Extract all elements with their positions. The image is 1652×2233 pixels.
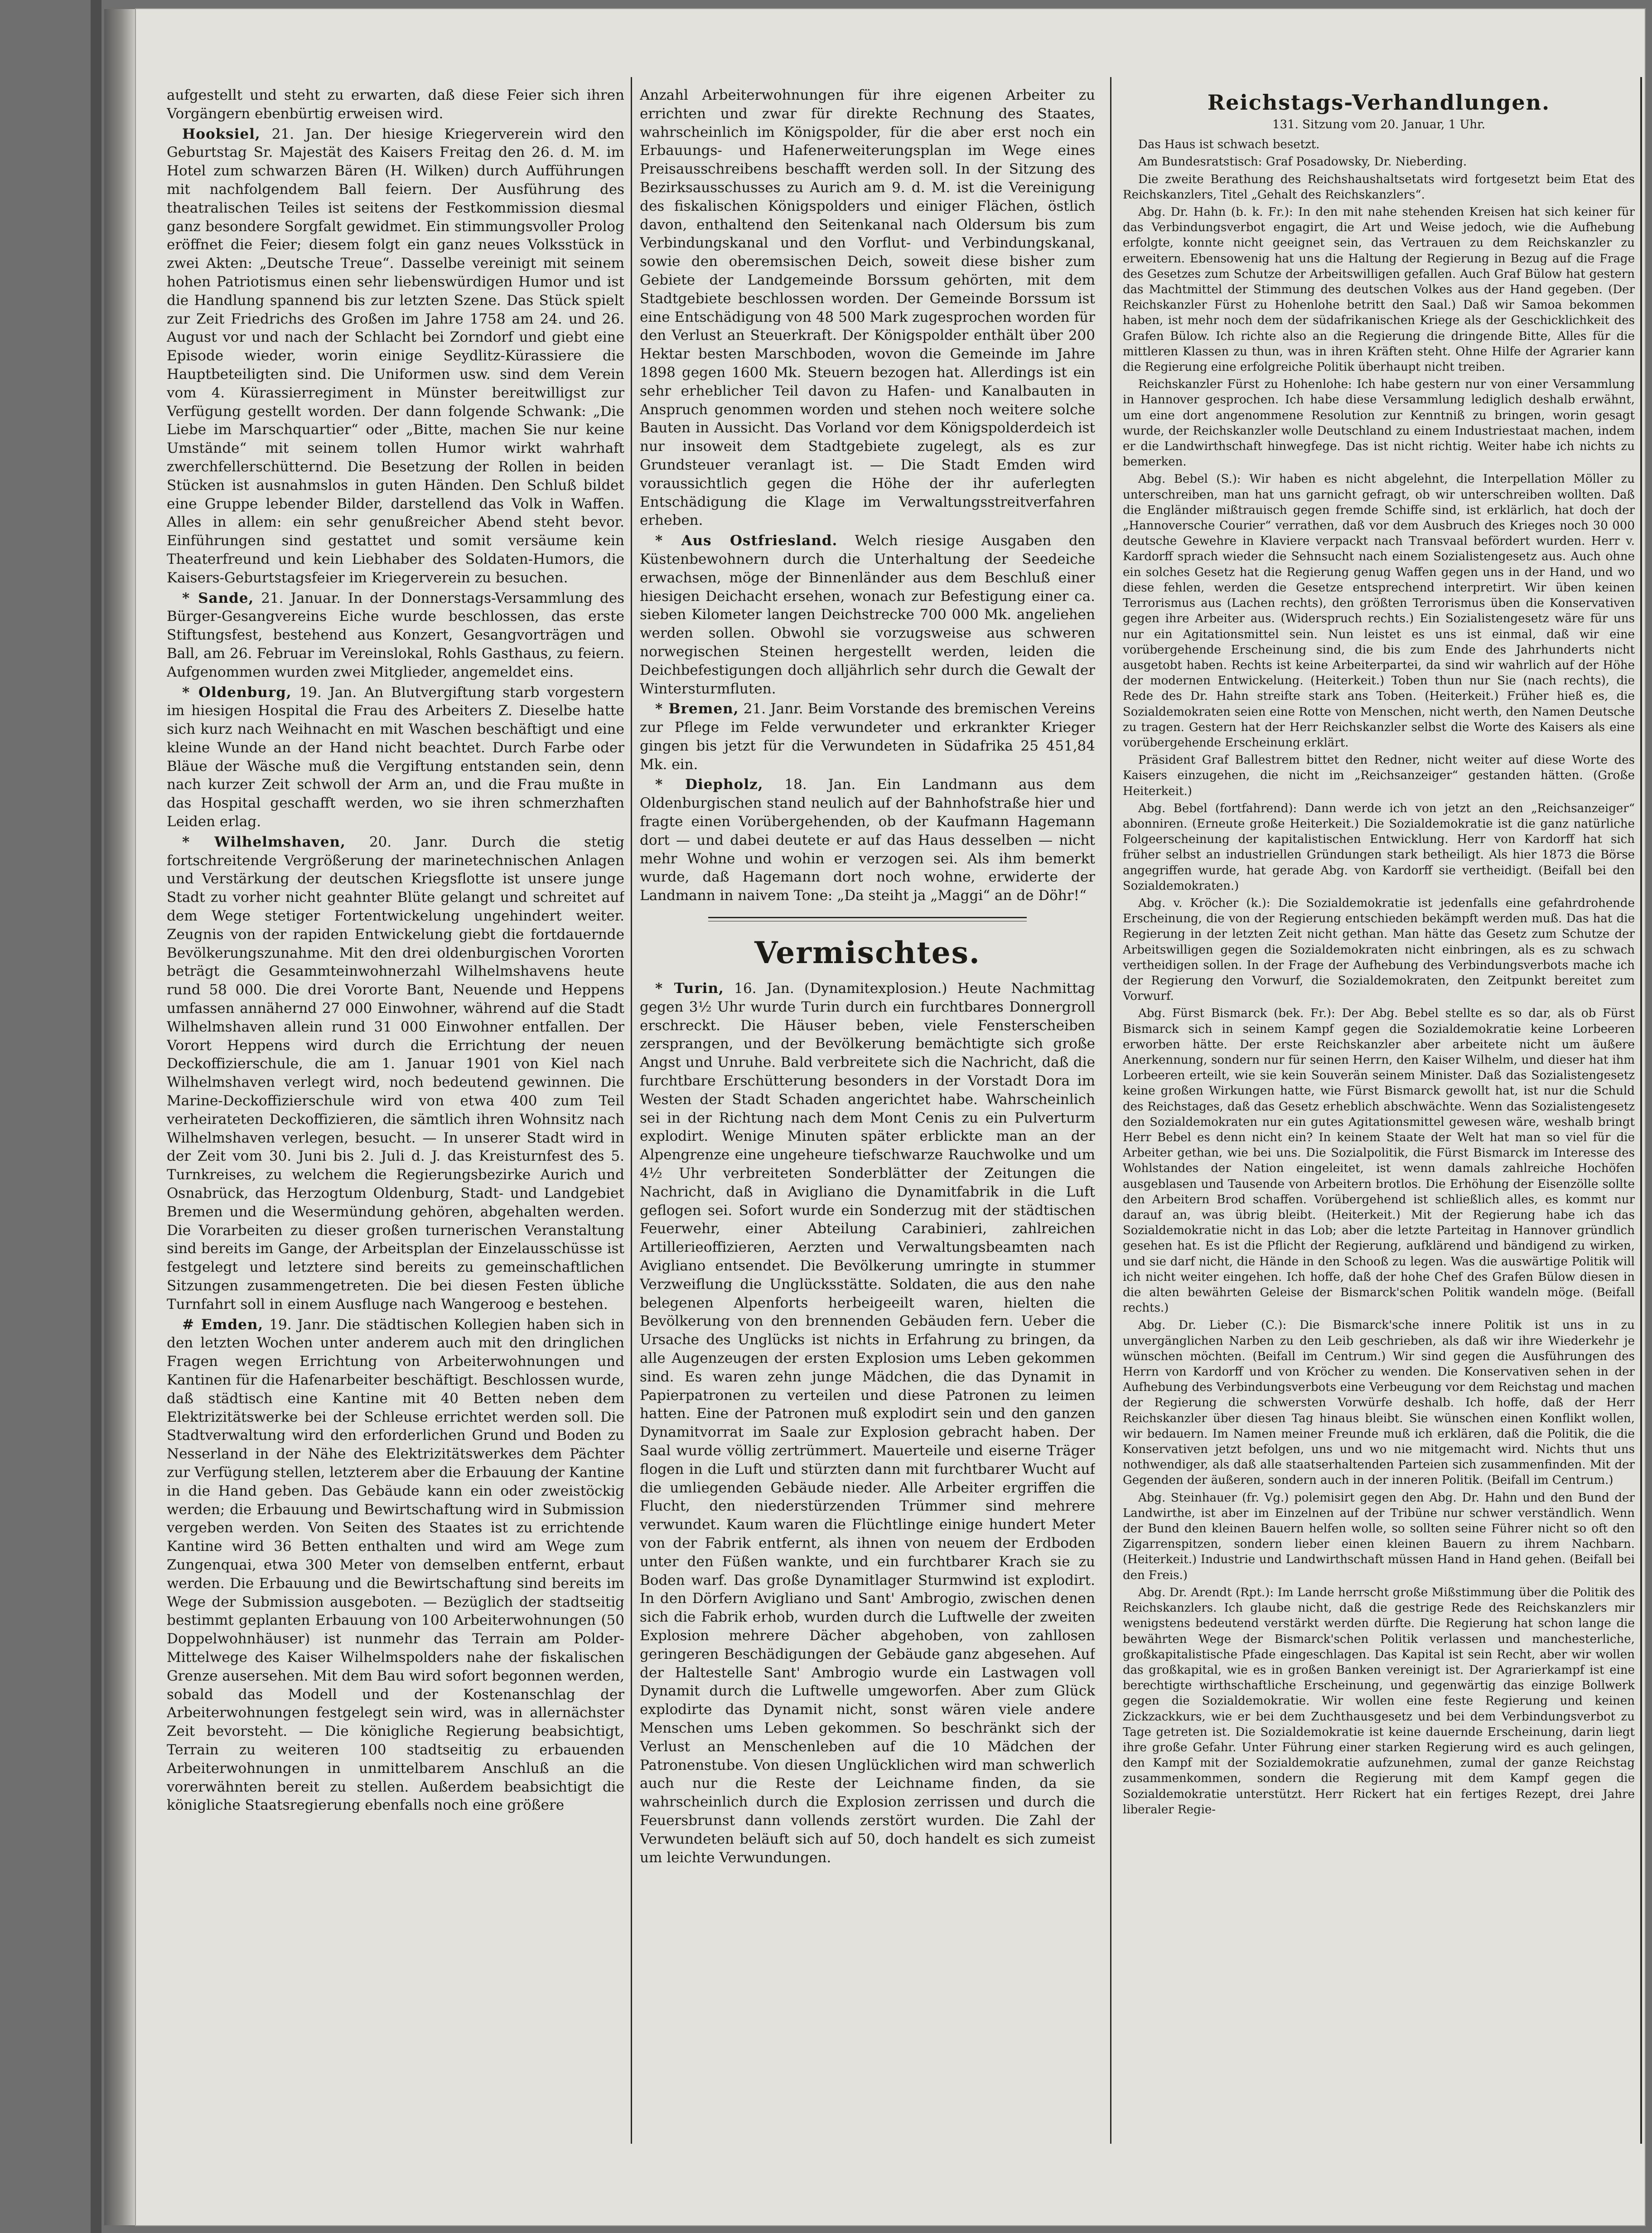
dateline: * Oldenburg, [182, 684, 292, 701]
article-body: Welch riesige Ausgaben den Küstenbewohnern durch die Unterhaltung der Seedeiche erwachsen, möge der Binnenländer aus dem Beschluß einer hiesigen Deichacht ersehen, wonach zur Befestigung einer ca. sieben Kilometer langen Deichstrecke 700 000 Mk. angeliehen werden sollen. Obwohl sie vorzugsweise aus schweren norwegischen Steinen hergestellt werden, leiden die Deichbefestigungen doch alljährlich sehr durch die Gewalt der Wintersturmfluten. [640, 533, 1095, 697]
column-rule-1 [631, 77, 632, 2144]
article-ostfriesland [640, 532, 1095, 698]
article-body: 21. Jan. Der hiesige Kriegerverein wird den Geburtstag Sr. Majestät des Kaisers Freitag den 26. d. M. im Hotel zum schwarzen Bären (H. Wilken) durch Aufführungen mit nachfolgendem Ball feiern. Der Ausführung des theatralischen Teiles ist seitens der Festkommission diesmal ganz besondere Sorgfalt gewidmet. Ein stimmungsvoller Prolog eröffnet die Feier; diesem folgt ein ganz neues Volksstück in zwei Akten: „Deutsche Treue“. Dasselbe vereinigt mit seinem hohen Patriotismus einen sehr liebenswürdigen Humor und ist die Handlung spannend bis zur letzten Szene. Das Stück spielt zur Zeit Friedrichs des Großen im Jahre 1758 am 24. und 26. August vor und nach der Schlacht bei Zorndorf und giebt eine Episode wieder, worin einige Seydlitz-Kürassiere die Hauptbeteiligten sind. Die Uniformen usw. sind dem Verein vom 4. Kürassierregiment in Münster bereitwilligst zur Verfügung gestellt worden. Der dann folgende Schwank: „Die Liebe im Marschquartier“ oder „Bitte, machen Sie nur keine Umstände“ mit seinem tollen Humor wirkt wahrhaft zwerchfellerschütternd. Die Besetzung der Rollen in beiden Stücken ist ausnahmslos in guten Händen. Den Schluß bildet eine Gruppe lebender Bilder, darstellend das Volk in Waffen. Alles in allem: ein sehr genußreicher Abend steht bevor. Einführungen sind gestattet und somit versäume kein Theaterfreund und kein Liebhaber des Soldaten-Humors, die Kaisers-Geburtstagsfeier im Kriegerverein zu besuchen. [167, 126, 624, 586]
dateline: * Wilhelmshaven, [182, 833, 346, 850]
article-sande [167, 589, 624, 682]
article-body: 21. Janr. Beim Vorstande des bremischen Vereins zur Pflege im Felde verwundeter und erkrankter Krieger gingen bis jetzt für die Verwundeten in Südafrika 25 451,84 Mk. ein. [640, 701, 1095, 773]
debate-paragraph: Am Bundesratstisch: Graf Posadowsky, Dr. Nieberding. [1138, 155, 1467, 169]
section-title-vermischtes: Vermischtes. [754, 935, 981, 971]
article-body: 19. Jan. An Blutvergiftung starb vorgestern im hiesigen Hospital die Frau des Arbeiters Z. Dieselbe hatte sich kurz nach Weihnacht en mit Waschen beschäftigt und eine kleine Wunde an der Hand nicht beachtet. Durch Farbe oder Bläue der Wäsche muß die Vergiftung entstanden sein, denn nach kurzer Zeit schwoll der Arm an, und die Frau mußte in das Hospital geschafft werden, wo sie ihren schmerzhaften Leiden erlag. [167, 684, 624, 830]
article-body: 18. Jan. Ein Landmann aus dem Oldenburgischen stand neulich auf der Bahnhofstraße hier und fragte einen Vorübergehenden, ob der Kaufmann Hagemann dort — und dabei deutete er auf das Haus desselben — nicht mehr Wohne und wohin er verzogen sei. Als ihm bemerkt wurde, daß Hagemann dort noch wohne, erwiderte der Landmann in naivem Tone: „Da steiht ja „Maggi“ an de Döhr!“ [640, 776, 1095, 904]
article-bremen [640, 700, 1095, 774]
article-wilhelmshaven [167, 833, 624, 1314]
dateline: Hooksiel, [182, 126, 261, 142]
debate-paragraph: Präsident Graf Ballestrem bittet den Redner, nicht weiter auf diese Worte des Kaisers einzugehen, die nicht im „Reichsanzeiger“ gestanden hätten. (Große Heiterkeit.) [1123, 753, 1635, 798]
debate-paragraph: Abg. Dr. Lieber (C.): Die Bismarck'sche innere Politik ist uns in zu unvergänglichen Narben zu den Leib geschrieben, als daß wir ihre Wiederkehr je wünschen möchten. (Beifall im Centrum.) Wir sind gegen die Ausführungen des Herrn von Kardorff und von Kröcher zu wenden. Die Konservativen sehen in der Aufhebung des Verbindungsverbots eine Verbeugung vor dem Reichstag und machen der Regierung die schwersten Vorwürfe deshalb. Ich hoffe, daß der Herr Reichskanzler über diesen Tag hinaus bleibt. Sie wünschen einen Konflikt wollen, wir bedauern. Im Namen meiner Freunde muß ich erklären, daß die Politik, die die Konservativen jetzt befolgen, uns und wo nie mitgemacht wird. Nichts thut uns nothwendiger, als daß alle staatserhaltenden Parteien sich zusammenfinden. Mit der Gegenden der äußeren, sondern auch in der inneren Politik. (Beifall im Centrum.) [1123, 1318, 1635, 1487]
article-body: 20. Janr. Durch die stetig fortschreitende Vergrößerung der marinetechnischen Anlagen und Verstärkung der deutschen Kriegsflotte ist unsere junge Stadt zu vorher nicht geahnter Blüte gelangt und schreitet auf dem Wege stetiger Fortentwickelung ungehindert weiter. Zeugnis von der rapiden Entwickelung giebt die fortdauernde Bevölkerungszunahme. Mit den drei oldenburgischen Vororten beträgt die Gesammteinwohnerzahl Wilhelmshavens heute rund 58 000. Die drei Vororte Bant, Neuende und Heppens umfassen annähernd 27 000 Einwohner, während auf die Stadt Wilhelmshaven allein rund 31 000 Einwohner entfallen. Der Vorort Heppens wird durch die Errichtung der neuen Deckoffizierschule, die am 1. Januar 1901 von Kiel nach Wilhelmshaven verlegt wird, noch bedeutend gewinnen. Die Marine-Deckoffizierschule wird von etwa 400 zum Teil verheirateten Deckoffizieren, die sämtlich ihren Wohnsitz nach Wilhelmshaven verlegen, besucht. — In unserer Stadt wird in der Zeit vom 30. Juni bis 2. Juli d. J. das Kreisturnfest des 5. Turnkreises, zu welchem die Regierungsbezirke Aurich und Osnabrück, das Herzogtum Oldenburg, Stadt- und Landgebiet Bremen und die Wesermündung gehören, abgehalten werden. Die Vorarbeiten zu dieser großen turnerischen Veranstaltung sind bereits im Gange, der Arbeitsplan der Einzelausschüsse ist festgelegt und letztere sind bereits zu gemeinschaftlichen Sitzungen zusammengetreten. Die bei diesen Festen übliche Turnfahrt soll in einem Ausfluge nach Wangeroog e bestehen. [167, 833, 624, 1313]
debate-paragraph: Abg. Steinhauer (fr. Vg.) polemisirt gegen den Abg. Dr. Hahn und den Bund der Landwirthe, ist aber im Einzelnen auf der Tribüne nur schwer verständlich. Wenn der Bund den kleinen Bauern helfen wolle, so sollten seine Führer nicht so oft den Zigarrenspitzen, sondern lieber einen kleinen Bauern zu ihrem Nachbarn. (Heiterkeit.) Industrie und Landwirthschaft müssen Hand in Hand gehen. (Beifall bei den Freis.) [1123, 1491, 1635, 1582]
debate-paragraph: Reichskanzler Fürst zu Hohenlohe: Ich habe gestern nur von einer Versammlung in Hannover gesprochen. Ich habe diese Versammlung lediglich deshalb erwähnt, um eine dort angenommene Resolution zur Kenntniß zu bringen, worin gesagt wurde, der Reichskanzler wolle Deutschland zu einem Industriestaat machen, indem er die Landwirthschaft hinwegfege. Das ist nicht richtig. Weiter habe ich nichts zu bemerken. [1123, 378, 1635, 469]
debate-paragraph: Abg. Bebel (S.): Wir haben es nicht abgelehnt, die Interpellation Möller zu unterschreiben, man hat uns garnicht gefragt, ob wir unterschreiben wollten. Daß die Engländer mißtrauisch gegen fremde Schiffe sind, ist erklärlich, hat doch der „Hannoversche Courier“ verrathen, daß vor dem Ausbruch des Krieges noch 30 000 deutsche Gewehre in Klaviere verpackt nach Transvaal befördert wurden. Herr v. Kardorff sprach wieder die Sehnsucht nach einem Sozialistengesetz aus. Auch ohne ein solches Gesetz hat die Regierung genug Waffen gegen uns in der Hand, und wo diese fehlen, werden die Gesetze entsprechend interpretirt. Wir üben keinen Terrorismus aus (Lachen rechts), den größten Terrorismus üben die Konservativen gegen ihre Arbeiter aus. (Widerspruch rechts.) Ein Sozialistengesetz wäre für uns nur ein Agitationsmittel sein. Nun leistet es uns ist einmal, daß wir eine vorübergehende Erscheinung sind, die bis zum Ende des Jahrhunderts nicht ausgetobt haben. Rechts ist keine Arbeiterpartei, da sind wir wahrlich auf der Höhe der modernen Entwickelung. (Heiterkeit.) Toben thun nur Sie (nach rechts), die Rede des Dr. Hahn streifte stark ans Toben. (Heiterkeit.) Früher hieß es, die Sozialdemokraten seien eine Rotte von Menschen, nicht werth, den Namen Deutsche zu tragen. Gestern hat der Herr Reichskanzler selbst die Worte des Kaisers als eine vorübergehende Erscheinung erklärt. [1123, 472, 1635, 750]
page-edge-rule [1640, 77, 1642, 2144]
article-oldenburg [167, 683, 624, 831]
article-paragraph: Anzahl Arbeiterwohnungen für ihre eigenen Arbeiter zu errichten und zwar für direkte Rechnung des Staates, wahrscheinlich im Königspolder, für die aber erst noch ein Erbauungs- und Hafenerweiterungsplan im Wege eines Preisausschreibens beschafft werden soll. In der Sitzung des Bezirksausschusses zu Aurich am 9. d. M. ist die Vereinigung des fiskalischen Königspolders und einiger Flächen, östlich davon, enthaltend den Seitenkanal nach Oldersum bis zum Verbindungskanal und den Vorflut- und Verbindungskanal, sowie den oberemsischen Deich, soweit diese bisher zum Gebiete der Landgemeinde Borssum gehörten, mit dem Stadtgebiete beschlossen worden. Der Gemeinde Borssum ist eine Entschädigung von 48 500 Mark zugesprochen worden für den Verlust an Steuerkraft. Der Königspolder enthält über 200 Hektar besten Marschboden, wovon die Gemeinde im Jahre 1898 gegen 1600 Mk. Steuern bezogen hat. Allerdings ist ein sehr erheblicher Teil davon zu Hafen- und Kanalbauten in Anspruch genommen worden und stehen noch weitere solche Bauten in Aussicht. Das Vorland vor dem Königspolderdeich ist nur insoweit dem Stadtgebiete zugelegt, als es zur Grundsteuer veranlagt ist. — Die Stadt Emden wird voraussichtlich gegen die Höhe der ihr auferlegten Entschädigung die Klage im Verwaltungsstreitverfahren erheben. [640, 87, 1095, 529]
debate-paragraph: Das Haus ist schwach besetzt. [1138, 138, 1320, 152]
dateline: * Bremen, [655, 701, 739, 717]
article-hooksiel [167, 125, 624, 587]
section-title-reichstag: Reichstags-Verhandlungen. [1207, 90, 1551, 115]
dateline: # Emden, [182, 1316, 264, 1333]
column-2 [640, 86, 1095, 2171]
debate-paragraph: Abg. Fürst Bismarck (bek. Fr.): Der Abg. Bebel stellte es so dar, als ob Fürst Bismarck sich in seinem Kampf gegen die Sozialdemokratie keine Lorbeeren erworben hätte. Der erste Reichskanzler aber arbeitete nicht um äußere Anerkennung, sondern nur für seinen Herrn, den Kaiser Wilhelm, und dieser hat ihm Lorbeeren erteilt, wie sie kein Souverän seinem Minister. Daß das Sozialistengesetz keine großen Wirkungen hatte, wie Fürst Bismarck gewollt hat, ist nur die Schuld des Reichstages, daß das Gesetz erheblich abschwächte. Wenn das Sozialistengesetz den Sozialdemokraten nur ein gutes Agitationsmittel gewesen wäre, weshalb bringt Herr Bebel es denn nicht ein? In keinem Staate der Welt hat man so viel für die Arbeiter gethan, wie bei uns. Die Sozialpolitik, die Fürst Bismarck im Interesse des Wohlstandes der Nation eingeleitet, ist wenn damals zahlreiche Hochöfen ausgeblasen und Tausende von Arbeitern brotlos. Die Erhöhung der Eisenzölle sollte den Arbeitern Brod schaffen. Vorübergehend ist schließlich alles, es kommt nur darauf an, was übrig bleibt. (Heiterkeit.) Mit der Regierung habe ich das Sozialdemokratie nicht in das Lob; aber die letzte Parteitag in Hannover gründlich gesehen hat. Es ist die Pflicht der Regierung, aufklärend und bändigend zu wirken, und sie darf nicht, die Hände in den Schooß zu legen. Was die auswärtige Politik will ich nicht weiter eingehen. Ich hoffe, daß der hohe Chef des Grafen Bülow diesen in die alten bewährten Geleise der Bismarck'schen Politik wandeln möge. (Beifall rechts.) [1123, 1007, 1635, 1315]
dateline: * Sande, [182, 590, 254, 606]
column-1 [167, 86, 624, 2171]
dateline: * Diepholz, [655, 776, 763, 793]
column-3 [1123, 86, 1635, 2171]
article-turin [640, 979, 1095, 1867]
article-body: 21. Januar. In der Donnerstags-Versammlung des Bürger-Gesangvereins Eiche wurde beschlossen, das erste Stiftungsfest, bestehend aus Konzert, Gesangvorträgen und Ball, am 26. Februar im Vereinslokal, Rohls Gasthaus, zu feiern. Aufgenommen wurden zwei Mitglieder, angemeldet eins. [167, 590, 624, 680]
article-emden [167, 1316, 624, 1815]
debate-paragraph: Abg. Bebel (fortfahrend): Dann werde ich von jetzt an den „Reichsanzeiger“ abonniren. (Erneute große Heiterkeit.) Die Sozialdemokratie ist die ganz natürliche Folgeerscheinung der kapitalistischen Entwicklung. Herr von Kardorff hat sich früher selbst an industriellen Gründungen stark betheiligt. Als hier 1873 die Börse angegriffen wurde, hat gerade Abg. von Kardorff sie vertheidigt. (Beifall bei den Sozialdemokraten.) [1123, 801, 1635, 893]
page-gutter-shadow [104, 9, 136, 2225]
debate-paragraph: Abg. v. Kröcher (k.): Die Sozialdemokratie ist jedenfalls eine gefahrdrohende Erscheinung, die von der Regierung entschieden bekämpft werden muß. Das hat die Regierung in der letzten Zeit nicht gethan. Man hätte das Gesetz zum Schutze der Arbeitswilligen gegen die Sozialdemokraten nicht einbringen, als es zu schwach vertheidigen sollen. In der Frage der Aufhebung des Verbindungsverbots mache ich der Regierung den Vorwurf, die Sozialdemokraten, den Zeitpunkt bereitet zum Vorwurf. [1123, 896, 1635, 1003]
article-body: 19. Janr. Die städtischen Kollegien haben sich in den letzten Wochen unter anderem auch mit den dringlichen Fragen wegen Errichtung von Arbeiterwohnungen und Kantinen für die Hafenarbeiter beschäftigt. Beschlossen wurde, daß städtisch eine Kantine mit 40 Betten neben dem Elektrizitätswerke bei der Schleuse errichtet werden soll. Die Stadtverwaltung wird den erforderlichen Grund und Boden zu Nesserland in der Nähe des Elektrizitätswerkes dem Pächter zur Verfügung stellen, letzterem aber die Erbauung der Kantine in die Hand geben. Das Gebäude kann ein oder zweistöckig werden; die Erbauung und Bewirtschaftung wird in Submission vergeben werden. Von Seiten des Staates ist zu errichtende Kantine wird 36 Betten enthalten und wird am Wege zum Zungenquai, etwa 300 Meter von demselben entfernt, erbaut werden. Die Erbauung und die Bewirtschaftung sind bereits im Wege der Submission ausgeboten. — Bezüglich der stadtseitig bestimmt geplanten Erbauung von 100 Arbeiterwohnungen (50 Doppelwohnhäuser) ist nunmehr das Terrain am Polder-Mittelwege des Kaiser Wilhelmspolders nahe der fiskalischen Grenze ausersehen. Mit dem Bau wird sofort begonnen werden, sobald das Modell und der Kostenanschlag der Arbeiterwohnungen festgelegt sein wird, was in allernächster Zeit bevorsteht. — Die königliche Regierung beabsichtigt, Terrain zu weiteren 100 stadtseitig zu erbauenden Arbeiterwohnungen in unmittelbarem Anschluß an die vorerwähnten bereit zu stellen. Außerdem beabsichtigt die königliche Staatsregierung ebenfalls noch eine größere [167, 1316, 624, 1814]
section-divider [708, 917, 1027, 921]
session-subtitle: 131. Sitzung vom 20. Januar, 1 Uhr. [1272, 118, 1486, 131]
debate-paragraph: Abg. Dr. Hahn (b. k. Fr.): In den mit nahe stehenden Kreisen hat sich keiner für das Verbindungsverbot engagirt, die Art und Weise jedoch, wie die Aufhebung erfolgte, konnte nicht geeignet sein, das Vertrauen zu dem Reichskanzler zu erweitern. Ebensowenig hat uns die Haltung der Regierung in Bezug auf die Frage des Gesetzes zum Schutze der Arbeitswilligen gefallen. Auch Graf Bülow hat gestern das Machtmittel der Stimmung des deutschen Volkes aus der Hand gegeben. (Der Reichskanzler Fürst zu Hohenlohe betritt den Saal.) Daß wir Samoa bekommen haben, ist mehr noch dem der südafrikanischen Kriege als der Geschicklichkeit des Grafen Bülow. Ich richte also an die Regierung die dringende Bitte, Alles für die mittleren Klassen zu thun, was in ihren Kräften steht. Ohne Hilfe der Agrarier kann die Regierung eine erfolgreiche Politik überhaupt nicht treiben. [1123, 205, 1635, 374]
dateline: * Turin, [655, 980, 724, 997]
article-diepholz [640, 775, 1095, 905]
debate-paragraph: Die zweite Berathung des Reichshaushaltsetats wird fortgesetzt beim Etat des Reichskanzlers, Titel „Gehalt des Reichskanzlers“. [1123, 172, 1635, 202]
article-paragraph: aufgestellt und steht zu erwarten, daß diese Feier sich ihren Vorgängern ebenbürtig erweisen wird. [167, 87, 624, 122]
column-rule-2 [1110, 77, 1111, 2144]
article-body: 16. Jan. (Dynamitexplosion.) Heute Nachmittag gegen 3½ Uhr wurde Turin durch ein furchtbares Donnergroll erschreckt. Die Häuser beben, viele Fensterscheiben zersprangen, und der Bevölkerung bemächtigte sich große Angst und Unruhe. Bald verbreitete sich die Nachricht, daß die furchtbare Erschütterung besonders in der Vorstadt Dora im Westen der Stadt Schaden angerichtet habe. Wahrscheinlich sei in der Richtung nach dem Mont Cenis zu ein Pulverturm explodirt. Wenige Minuten später erblickte man an der Alpengrenze eine ungeheure tiefschwarze Rauchwolke und um 4½ Uhr verbreiteten Sonderblätter der Zeitungen die Nachricht, daß in Avigliano die Dynamitfabrik in die Luft geflogen sei. Sofort wurde ein Sonderzug mit der städtischen Feuerwehr, einer Abteilung Carabinieri, zahlreichen Artillerieoffizieren, Aerzten und Verwaltungsbeamten nach Avigliano entsendet. Die Bevölkerung umringte in stummer Verzweiflung die Unglücksstätte. Soldaten, die aus den nahe belegenen Alpenforts herbeigeeilt waren, hielten die Bevölkerung von den brennenden Gebäuden fern. Ueber die Ursache des Unglücks ist nichts in Erfahrung zu bringen, da alle Augenzeugen der ersten Explosion ums Leben gekommen sind. Es waren zehn junge Mädchen, die das Dynamit in Papierpatronen zu verteilen und diese Patronen zu leimen hatten. Eine der Patronen muß explodirt sein und den ganzen Dynamitvorrat im Saale zur Explosion gebracht haben. Der Saal wurde völlig zertrümmert. Mauerteile und eiserne Träger flogen in die Luft und stürzten dann mit furchtbarer Wucht auf die umliegenden Gebäude nieder. Alle Arbeiter ergriffen die Flucht, den niederstürzenden Trümmer sind mehrere verwundet. Kaum waren die Flüchtlinge einige hundert Meter von der Fabrik entfernt, als ihnen von neuem der Erdboden unter den Füßen wankte, und ein furchtbarer Krach sie zu Boden warf. Das große Dynamitlager Sturmwind ist explodirt. In den Dörfern Avigliano und Sant' Ambrogio, zwischen denen sich die Fabrik erhob, wurden durch die Luftwelle der zweiten Explosion mehrere Dächer abgehoben, von zahllosen geringeren Beschädigungen der Gebäude ganz abgesehen. Auf der Haltestelle Sant' Ambrogio wurde ein Lastwagen voll Dynamit durch die Luftwelle umgeworfen. Aber zum Glück explodirte das Dynamit nicht, sonst wären viele andere Menschen ums Leben gekommen. So beschränkt sich der Verlust an Menschenleben auf die 10 Mädchen der Patronenstube. Von diesen Unglücklichen wird man schwerlich auch nur die Reste der Leichname finden, da sie wahrscheinlich durch die Explosion zerrissen und durch die Feuersbrunst dann vollends zerstört wurden. Die Zahl der Verwundeten beläuft sich auf 50, doch handelt es sich zumeist um leichte Verwundungen. [640, 980, 1095, 1866]
book-spine [91, 0, 101, 2233]
dateline: * Aus Ostfriesland. [655, 533, 838, 549]
debate-paragraph: Abg. Dr. Arendt (Rpt.): Im Lande herrscht große Mißstimmung über die Politik des Reichskanzlers. Ich glaube nicht, daß die gestrige Rede des Reichskanzlers mir wenigstens bedeutend verstärkt werden dürfte. Die Regierung hat schon lange die bewährten Wege der Bismarck'schen Politik verlassen und manchesterliche, großkapitalistische Pfade eingeschlagen. Das Kapital ist sein Recht, aber wir wollen das großkapital, wie es in großen Banken vereinigt ist. Der Agrarierkampf ist eine berechtigte wirthschaftliche Erscheinung, und gegenwärtig das einzige Bollwerk gegen die Sozialdemokratie. Wir wollen eine feste Regierung und keinen Zickzackkurs, wie er bei dem Zuchthausgesetz und bei dem Verbindungsverbot zu Tage getreten ist. Die Sozialdemokratie ist keine dauernde Erscheinung, darin liegt ihre große Gefahr. Unter Führung einer starken Regierung wird es auch gelingen, den Kampf mit der Sozialdemokratie aufzunehmen, zumal der ganze Reichstag zusammenkommen, sondern die Regierung mit dem Kampf gegen die Sozialdemokratie unterstützt. Herr Rickert hat ein fertiges Rezept, drei Jahre liberaler Regie- [1123, 1585, 1635, 1816]
